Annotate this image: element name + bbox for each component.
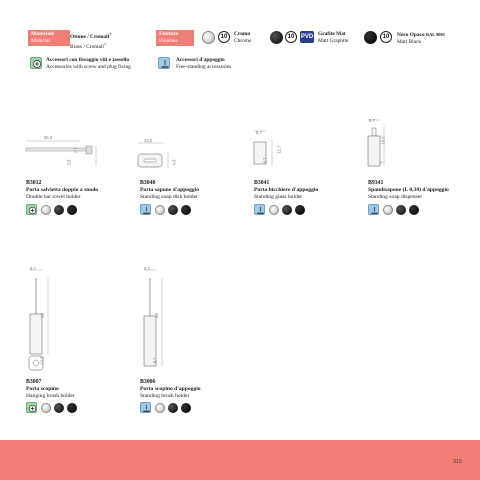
ten-year-badge: 10 [380, 31, 392, 43]
product-name-it: Porta scopino d'appoggio [140, 386, 201, 392]
free-standing-icon [140, 204, 151, 215]
materials-label-it: Materiale [31, 31, 55, 37]
product-name-en: Hanging brush holder [26, 393, 75, 399]
chrome-swatch [155, 205, 165, 215]
product-name-en: Standing soap dish holder [140, 194, 198, 200]
free-standing-icon [158, 57, 170, 69]
dim-depth: 8,7 [262, 157, 268, 164]
dim-depth: 10,5 [39, 356, 45, 365]
graphite-swatch [54, 403, 64, 413]
black-swatch [181, 205, 191, 215]
ten-year-badge: 10 [285, 31, 297, 43]
glass-holder-drawing [252, 128, 292, 176]
chrome-swatch [41, 403, 51, 413]
screw-fixing-icon [30, 57, 42, 69]
product-code: B9341 [368, 180, 384, 186]
soap-dish-drawing [138, 140, 188, 174]
dim-height: 7,7 [73, 147, 79, 154]
black-swatch [181, 403, 191, 413]
chrome-swatch [269, 205, 279, 215]
accessory-stand-en: Free-standing accessories [176, 64, 232, 70]
finish-black-it: Nero Opaco [397, 32, 425, 38]
dim-width: 8,7 [30, 266, 36, 271]
chrome-swatch [383, 205, 393, 215]
finishes-label-en: Finishes [159, 37, 178, 44]
dim-depth: 4,8 [171, 159, 177, 166]
graphite-swatch [396, 205, 406, 215]
soap-dispenser-drawing [366, 116, 406, 176]
graphite-swatch [270, 31, 283, 44]
dim-height: 49 [39, 313, 45, 318]
product-name-en: Standing soap dispenser [368, 194, 423, 200]
graphite-swatch [168, 205, 178, 215]
towel-holder-drawing [26, 136, 116, 176]
materials-label-en: Material [31, 37, 50, 44]
finishes-tag [156, 30, 194, 46]
free-standing-icon [254, 204, 265, 215]
accessory-screw-en: Accessories with screw and plug fixing [46, 64, 131, 70]
ten-year-badge: 10 [218, 31, 230, 43]
dim-depth: 8,7 [152, 357, 158, 364]
dim-width: 8,7 [256, 130, 262, 135]
page-number: 315 [453, 459, 462, 465]
finish-chrome-en: Chrome [234, 38, 252, 44]
materials-it: Ottone / Cromall [70, 33, 110, 40]
dim-width: 35,2 [44, 135, 53, 140]
finish-graphite-en: Matt Graphite [318, 38, 349, 44]
finish-black-ral: RAL 9005 [425, 32, 445, 37]
product-name-it: Porta sapone d'appoggio [140, 187, 200, 193]
finish-black-en: Matt Black [397, 39, 422, 45]
materials-tag [28, 30, 70, 46]
accessory-stand-text [176, 57, 231, 71]
footer-band [0, 440, 480, 480]
chrome-swatch [202, 31, 215, 44]
accessory-screw-it: Accessori con fissaggio viti e tassello [46, 57, 130, 63]
product-code: B3007 [26, 379, 42, 385]
finish-graphite-it: Grafite Mat [318, 31, 346, 37]
finishes-label-it: Finiture [159, 31, 179, 37]
pvd-badge: PVD [300, 31, 314, 43]
finish-black-text [397, 31, 445, 46]
free-standing-icon [140, 402, 151, 413]
product-name-en: Standing glass holder [254, 194, 303, 200]
product-code: B3041 [254, 180, 270, 186]
product-name-en: Double bar towel holder [26, 194, 81, 200]
dim-width: 6,7 [369, 118, 375, 123]
product-name-it: Porta bicchiere d'appoggio [254, 187, 319, 193]
product-name-it: Porta scopino [26, 386, 59, 392]
black-swatch [295, 205, 305, 215]
product-code: B3040 [140, 180, 156, 186]
finish-graphite-text [318, 31, 348, 45]
product-code: B3012 [26, 180, 42, 186]
dim-height: 11,7 [276, 145, 282, 154]
accessory-screw-text [46, 57, 131, 71]
black-swatch [364, 31, 377, 44]
black-swatch [67, 403, 77, 413]
finish-chrome-text [234, 31, 251, 45]
dim-height: 49 [153, 313, 159, 318]
graphite-swatch [282, 205, 292, 215]
dim-depth: 6 [378, 161, 384, 164]
graphite-swatch [168, 403, 178, 413]
materials-text: Ottone / Cromall® Brass / Cromall® [70, 32, 112, 50]
free-standing-icon [368, 204, 379, 215]
chrome-swatch [155, 403, 165, 413]
materials-en: Brass / Cromall [70, 43, 104, 50]
graphite-swatch [54, 205, 64, 215]
dim-width: 8,7 [144, 266, 150, 271]
standing-brush-holder-drawing [140, 266, 180, 376]
product-name-it: Porta salvietta doppio a snodo [26, 187, 99, 193]
dim-height: 18,6 [380, 136, 386, 145]
accessory-stand-it: Accessori d'appoggio [176, 57, 225, 63]
chrome-swatch [41, 205, 51, 215]
product-code: B3006 [140, 379, 156, 385]
dim-depth: 2,8 [66, 159, 72, 166]
screw-fixing-icon [26, 402, 37, 413]
screw-fixing-icon [26, 204, 37, 215]
dim-width: 13,2 [144, 138, 153, 143]
hanging-brush-holder-drawing [26, 266, 66, 376]
product-name-en: Standing brush holder [140, 393, 190, 399]
finish-chrome-it: Cromo [234, 31, 251, 37]
black-swatch [409, 205, 419, 215]
black-swatch [67, 205, 77, 215]
product-name-it: Spandisapone (L 0,30) d'appoggio [368, 187, 449, 193]
